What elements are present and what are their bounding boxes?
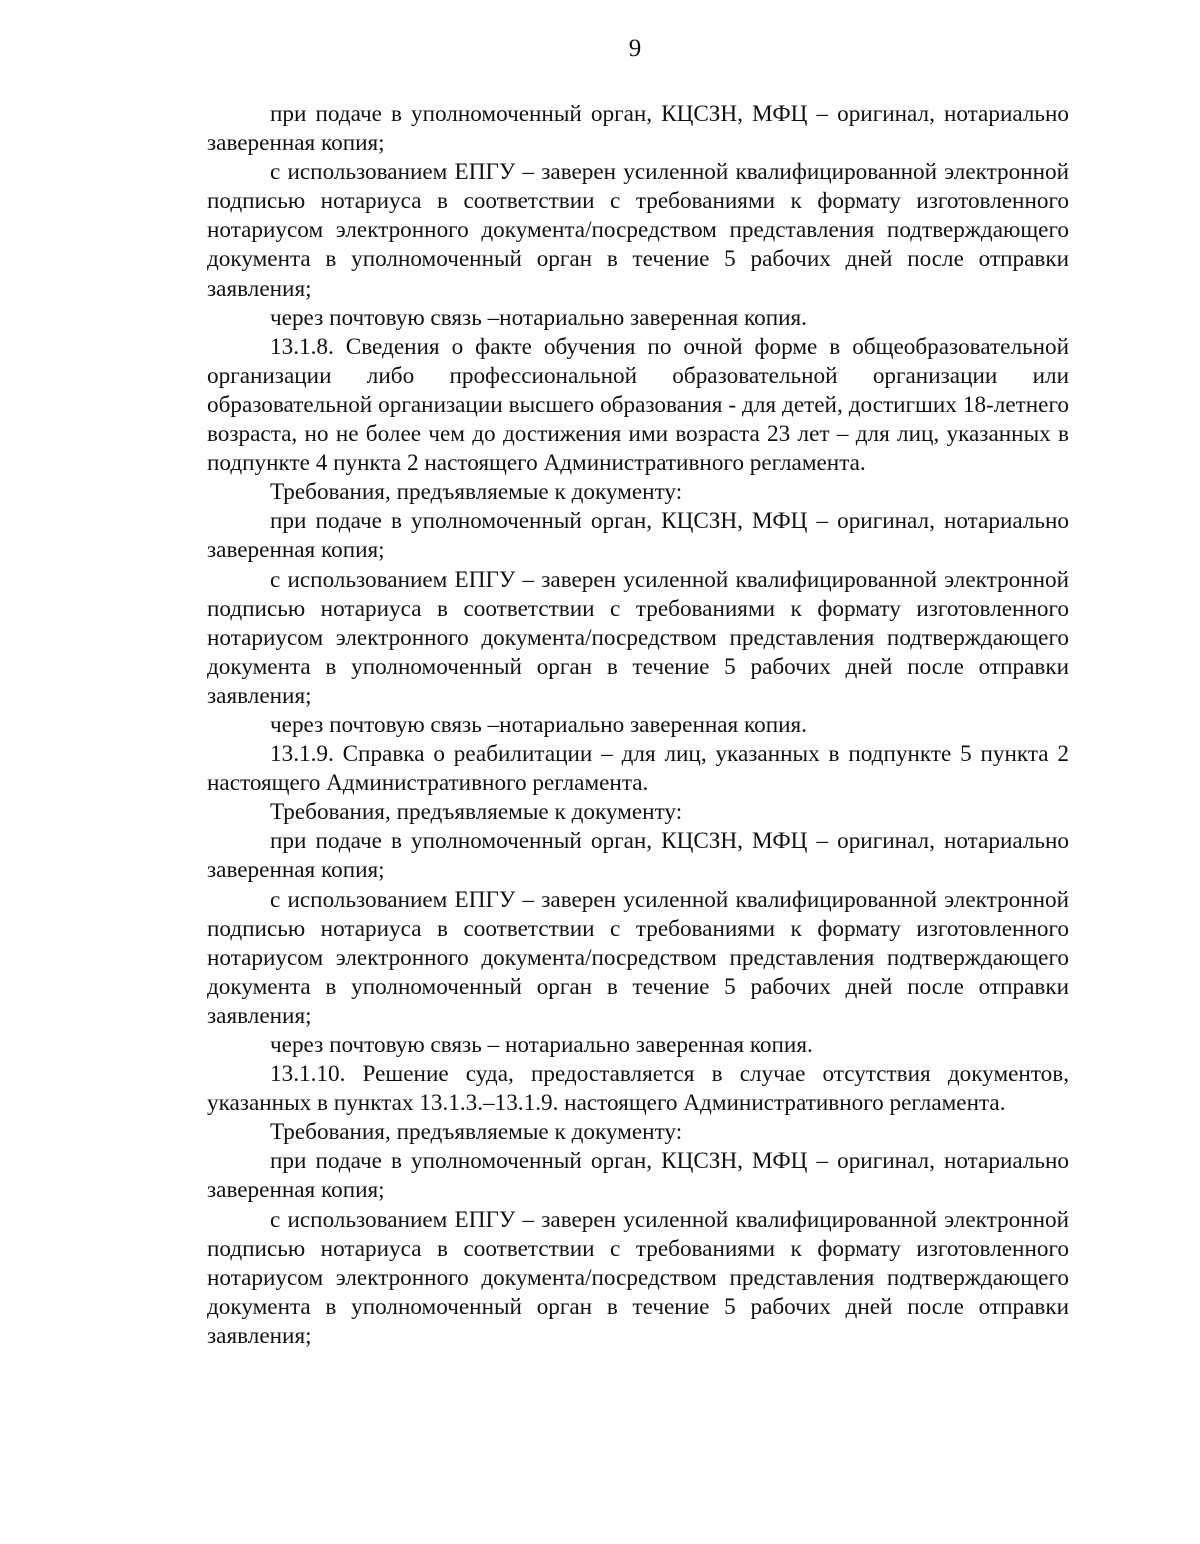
paragraph-epgu-submission-3: с использованием ЕПГУ – заверен усиленной квалифицированной электронной подписью нотариуса в соответствии с требованиями к формату изготовленного нотариусом электронного документа/посредством представления подтверждающего документа в уполномоченный орган в течение 5 рабочих дней после отправки заявления; <box>207 886 1069 1029</box>
paragraph-clause-13-1-10: 13.1.10. Решение суда, предоставляется в случае отсутствия документов, указанных в пунктах 13.1.3.–13.1.9. настоящего Административного регламента. <box>207 1061 1069 1117</box>
paragraph-postal-submission-3: через почтовую связь – нотариально заверенная копия. <box>270 1032 813 1058</box>
paragraph-postal-submission-1: через почтовую связь –нотариально заверенная копия. <box>270 304 807 331</box>
paragraph-epgu-submission-4: с использованием ЕПГУ – заверен усиленной квалифицированной электронной подписью нотариуса в соответствии с требованиями к формату изготовленного нотариусом электронного документа/посредством представления подтверждающего документа в уполномоченный орган в течение 5 рабочих дней после отправки заявления; <box>207 1206 1069 1349</box>
paragraph-requirements-heading-2: Требования, предъявляемые к документу: <box>270 799 683 826</box>
paragraph-requirements-heading-3: Требования, предъявляемые к документу: <box>270 1119 683 1146</box>
paragraph-clause-13-1-8: 13.1.8. Сведения о факте обучения по очной форме в общеобразовательной организации либо профессиональной образовательной организации или образовательной организации высшего образования - для детей, достигших 18-летнего возраста, но не более чем до достижения ими возраста 23 лет – для лиц, указанных в подпункте 4 пункта 2 настоящего Административного регламента. <box>207 333 1069 477</box>
paragraph-original-submission-4: при подаче в уполномоченный орган, КЦСЗН, МФЦ – оригинал, нотариально заверенная копия; <box>207 1148 1069 1204</box>
page-number: 9 <box>628 35 642 62</box>
paragraph-clause-13-1-9: 13.1.9. Справка о реабилитации – для лиц, указанных в подпункте 5 пункта 2 настоящего Административного регламента. <box>207 741 1069 797</box>
paragraph-postal-submission-2: через почтовую связь –нотариально заверенная копия. <box>270 711 807 738</box>
paragraph-original-submission-3: при подаче в уполномоченный орган, КЦСЗН, МФЦ – оригинал, нотариально заверенная копия; <box>207 828 1069 884</box>
paragraph-original-submission-2: при подаче в уполномоченный орган, КЦСЗН, МФЦ – оригинал, нотариально заверенная копия; <box>207 508 1069 564</box>
paragraph-original-submission-1: при подаче в уполномоченный орган, КЦСЗН, МФЦ – оригинал, нотариально заверенная копия; <box>207 101 1069 157</box>
document-body <box>207 100 1069 1351</box>
paragraph-requirements-heading-1: Требования, предъявляемые к документу: <box>270 479 683 506</box>
paragraph-epgu-submission-2: с использованием ЕПГУ – заверен усиленной квалифицированной электронной подписью нотариуса в соответствии с требованиями к формату изготовленного нотариусом электронного документа/посредством представления подтверждающего документа в уполномоченный орган в течение 5 рабочих дней после отправки заявления; <box>207 566 1069 709</box>
paragraph-epgu-submission-1: с использованием ЕПГУ – заверен усиленной квалифицированной электронной подписью нотариуса в соответствии с требованиями к формату изготовленного нотариусом электронного документа/посредством представления подтверждающего документа в уполномоченный орган в течение 5 рабочих дней после отправки заявления; <box>207 159 1069 302</box>
